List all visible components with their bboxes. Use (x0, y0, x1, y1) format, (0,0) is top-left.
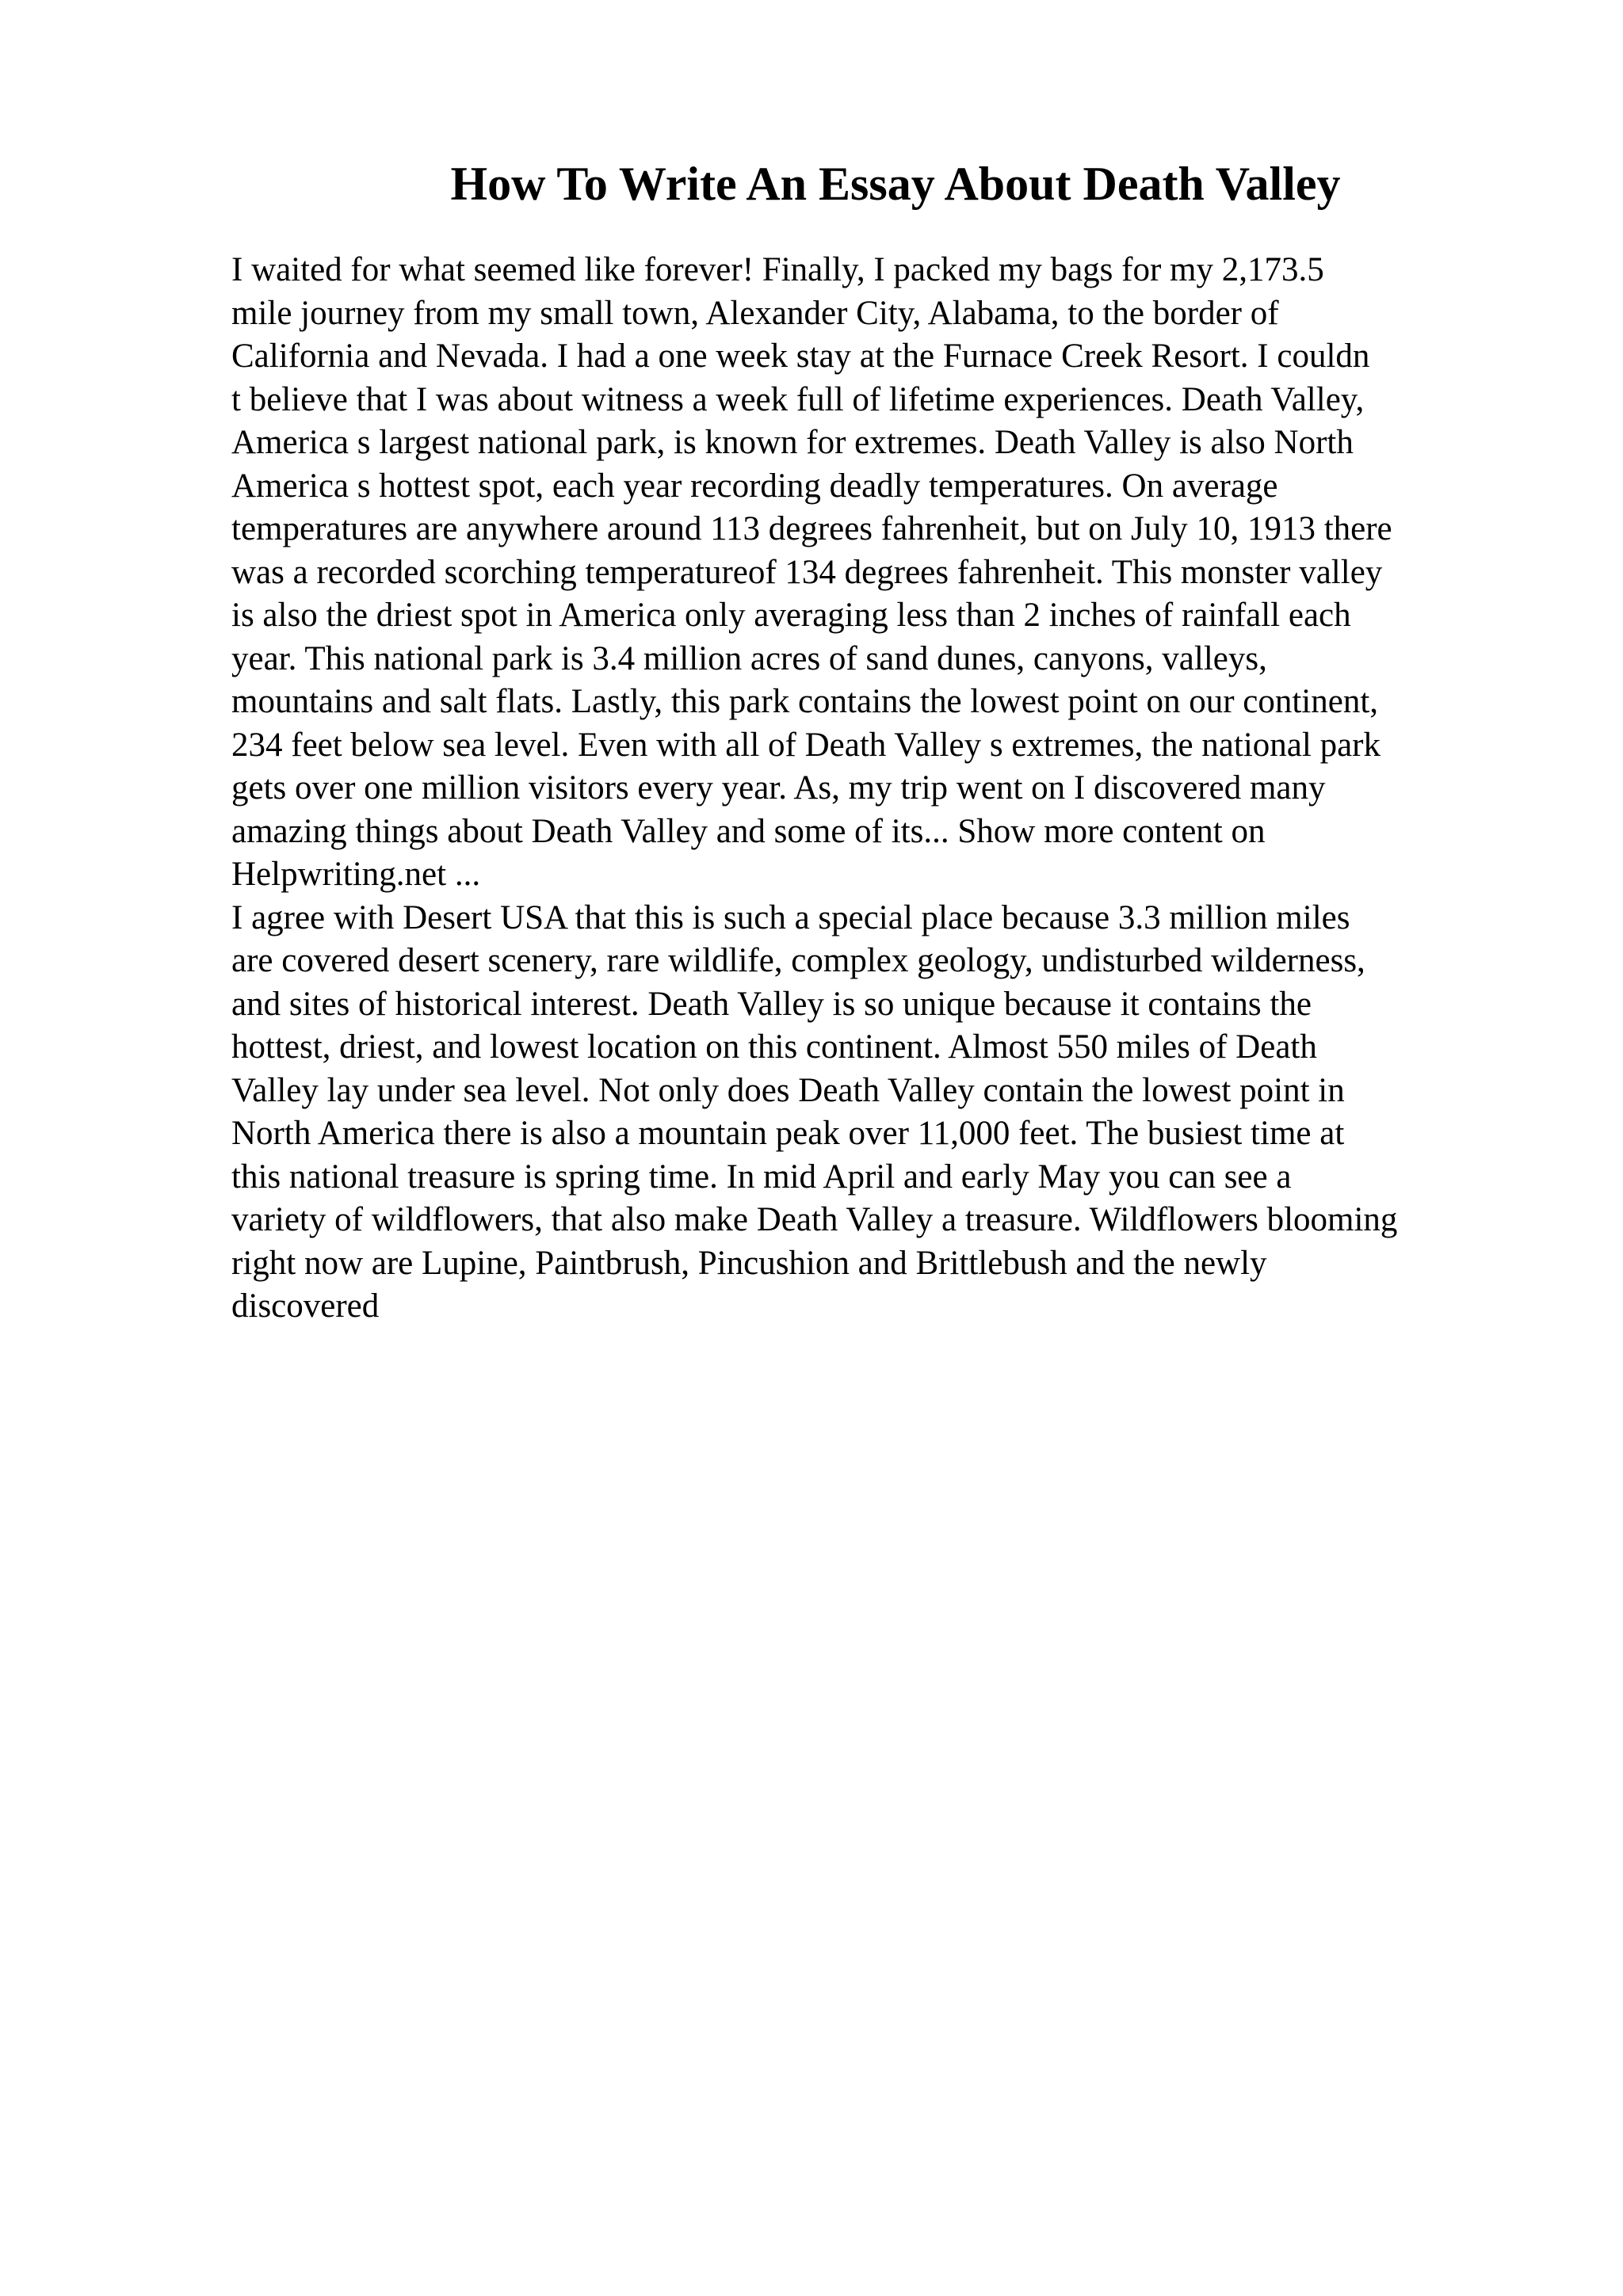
body-line: year. This national park is 3.4 million acres of sand dunes, canyons, valleys, (231, 639, 1267, 677)
body-line: America s largest national park, is known for extremes. Death Valley is also North (231, 424, 1354, 461)
body-line: Helpwriting.net ... (231, 856, 481, 893)
body-line: is also the driest spot in America only averaging less than 2 inches of rainfall each (231, 597, 1351, 634)
body-line: gets over one million visitors every year. As, my trip went on I discovered many (231, 769, 1326, 807)
body-line: variety of wildflowers, that also make Death Valley a treasure. Wildflowers blooming (231, 1201, 1398, 1238)
body-line: are covered desert scenery, rare wildlife, complex geology, undisturbed wilderness, (231, 942, 1365, 979)
body-line: discovered (231, 1287, 380, 1325)
body-line: mile journey from my small town, Alexander City, Alabama, to the border of (231, 294, 1279, 332)
body-line: I agree with Desert USA that this is such a special place because 3.3 million miles (231, 898, 1350, 936)
body-line: t believe that I was about witness a week full of lifetime experiences. Death Valley, (231, 380, 1365, 418)
body-line: 234 feet below sea level. Even with all of Death Valley s extremes, the national park (231, 726, 1381, 764)
body-line: North America there is also a mountain peak over 11,000 feet. The busiest time at (231, 1115, 1345, 1152)
body-line: mountains and salt flats. Lastly, this park contains the lowest point on our continent, (231, 683, 1379, 720)
body-line: right now are Lupine, Paintbrush, Pincushion and Brittlebush and the newly (231, 1244, 1267, 1282)
body-line: temperatures are anywhere around 113 degrees fahrenheit, but on July 10, 1913 there (231, 510, 1392, 547)
body-line: this national treasure is spring time. In mid April and early May you can see a (231, 1158, 1292, 1196)
body-line: California and Nevada. I had a one week stay at the Furnace Creek Resort. I couldn (231, 338, 1370, 375)
document-body (231, 249, 1531, 1329)
body-line: hottest, driest, and lowest location on this continent. Almost 550 miles of Death (231, 1028, 1317, 1066)
body-line: Valley lay under sea level. Not only does Death Valley contain the lowest point in (231, 1071, 1345, 1109)
body-line: amazing things about Death Valley and some of its... Show more content on (231, 812, 1266, 850)
document-title: How To Write An Essay About Death Valley (450, 158, 1341, 210)
body-line: was a recorded scorching temperatureof 134 degrees fahrenheit. This monster valley (231, 553, 1383, 591)
body-line: I waited for what seemed like forever! Finally, I packed my bags for my 2,173.5 (231, 251, 1324, 288)
body-line: and sites of historical interest. Death Valley is so unique because it contains the (231, 985, 1312, 1023)
body-line: America s hottest spot, each year recording deadly temperatures. On average (231, 467, 1278, 505)
